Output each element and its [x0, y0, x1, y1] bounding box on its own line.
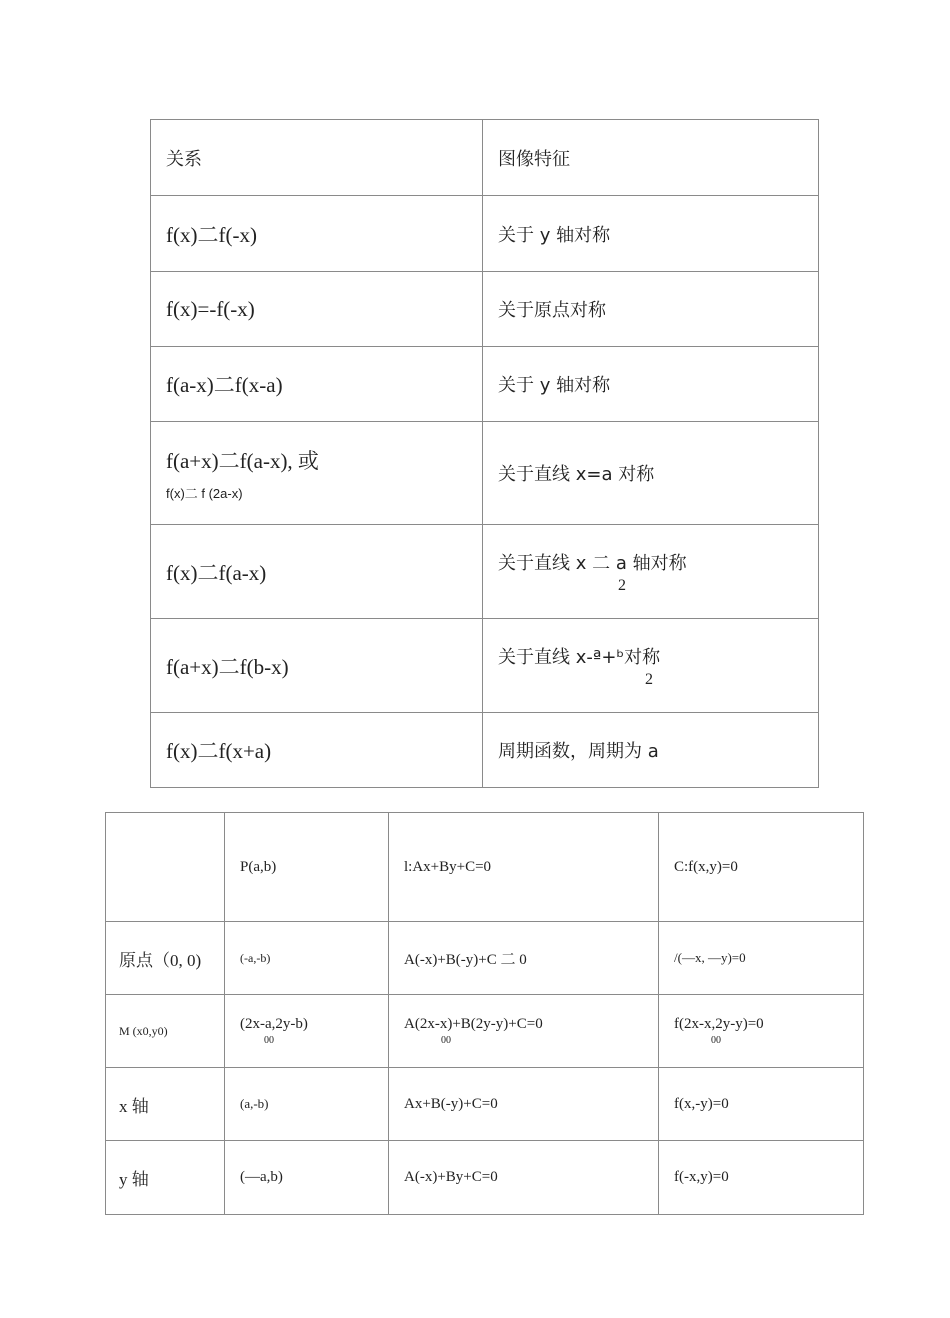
point-cell: (-a,-b): [225, 922, 389, 995]
point-cell: (a,-b): [225, 1068, 389, 1141]
curve-subscript: 00: [711, 1035, 721, 1046]
feature-denominator: 2: [645, 670, 653, 688]
header-empty: [106, 813, 225, 922]
feature-cell: [483, 619, 819, 713]
feature-text: 关于直线 x 二 a 轴对称: [498, 552, 687, 574]
curve-cell: /(—x, —y)=0: [659, 922, 864, 995]
table-row: [151, 525, 819, 619]
relation-cell: f(a-x)二f(x-a): [151, 347, 483, 422]
point-cell: (—a,b): [225, 1141, 389, 1215]
curve-cell: f(x,-y)=0: [659, 1068, 864, 1141]
table-row: [106, 1068, 864, 1141]
row-label: M (x0,y0): [106, 995, 225, 1068]
table-row: [151, 272, 819, 347]
table-row: [151, 422, 819, 525]
point-text: (2x-a,2y-b): [240, 1016, 308, 1032]
feature-cell: 关于 y 轴对称: [483, 347, 819, 422]
line-text: A(2x-x)+B(2y-y)+C=0: [404, 1016, 543, 1032]
reflection-table: [105, 812, 864, 1215]
relation-line-2: f(x)二 f (2a-x): [166, 485, 243, 501]
feature-cell: 关于原点对称: [483, 272, 819, 347]
table-row: [106, 1141, 864, 1215]
header-feature: 图像特征: [483, 120, 819, 196]
feature-cell: 关于 y 轴对称: [483, 196, 819, 272]
relation-cell: f(x)二f(-x): [151, 196, 483, 272]
header-curve: C:f(x,y)=0: [659, 813, 864, 922]
relation-cell: f(x)二f(x+a): [151, 713, 483, 788]
symmetry-relation-table: [150, 119, 819, 788]
table-row: [151, 619, 819, 713]
relation-line-1: f(a+x)二f(a-x), 或: [166, 448, 319, 473]
feature-cell: 关于直线 x=a 对称: [483, 422, 819, 525]
row-label: x 轴: [106, 1068, 225, 1141]
curve-cell: [659, 995, 864, 1068]
table-row: [151, 347, 819, 422]
header-point: P(a,b): [225, 813, 389, 922]
row-label: 原点（0, 0): [106, 922, 225, 995]
feature-denominator: 2: [618, 576, 626, 594]
header-line: l:Ax+By+C=0: [389, 813, 659, 922]
line-subscript: 00: [441, 1035, 451, 1046]
header-relation: 关系: [151, 120, 483, 196]
relation-cell: [151, 422, 483, 525]
table-row: [106, 922, 864, 995]
row-label: y 轴: [106, 1141, 225, 1215]
curve-cell: f(-x,y)=0: [659, 1141, 864, 1215]
table-row: [106, 995, 864, 1068]
relation-cell: f(a+x)二f(b-x): [151, 619, 483, 713]
table-header-row: [106, 813, 864, 922]
line-cell: A(-x)+B(-y)+C 二 0: [389, 922, 659, 995]
table-row: [151, 196, 819, 272]
feature-text: 关于直线 x-ª+ᵇ对称: [498, 646, 661, 668]
point-cell: [225, 995, 389, 1068]
line-cell: [389, 995, 659, 1068]
line-cell: Ax+B(-y)+C=0: [389, 1068, 659, 1141]
relation-cell: f(x)二f(a-x): [151, 525, 483, 619]
table-header-row: [151, 120, 819, 196]
feature-cell: 周期函数，周期为 a: [483, 713, 819, 788]
line-cell: A(-x)+By+C=0: [389, 1141, 659, 1215]
feature-cell: [483, 525, 819, 619]
point-subscript: 00: [264, 1035, 274, 1046]
table-row: [151, 713, 819, 788]
relation-cell: f(x)=-f(-x): [151, 272, 483, 347]
curve-text: f(2x-x,2y-y)=0: [674, 1016, 764, 1032]
